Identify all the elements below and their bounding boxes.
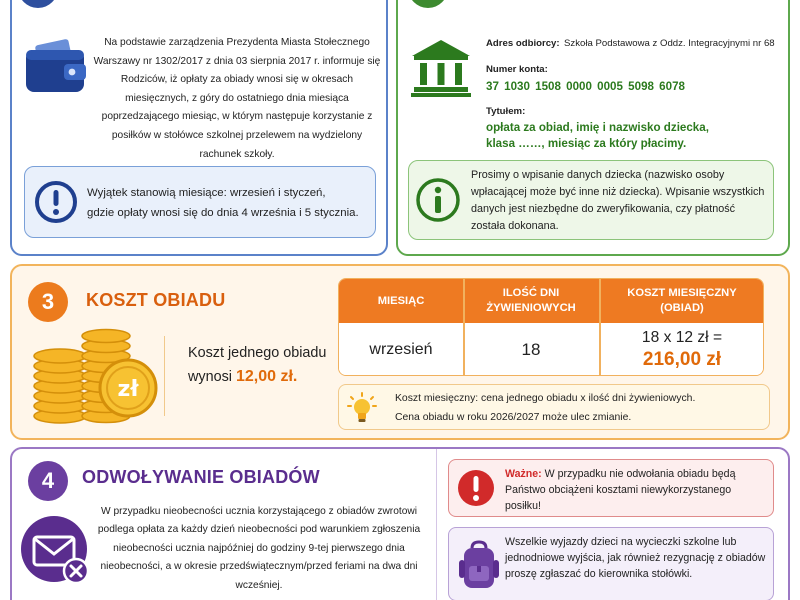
section-title [454,0,646,2]
column-separator [463,279,465,376]
divider [164,336,165,416]
title-line-1: opłata za obiad, imię i nazwisko dziecka, [486,121,709,134]
table-header-days: ILOŚĆ DNI ŻYWIENIOWYCH [463,279,599,323]
bank-icon [410,36,472,98]
account-label: Numer konta: [486,64,548,75]
cancellation-paragraph: W przypadku nieobecności ucznia korzystającego z obiadów zwrotowi podlega opłata za każdy dzień nieobecności pod warunkiem zgłoszenia nieobecności ucznia najpóźniej do godziny 9-tej pierwszego dnia nieobecności, a w okresie przedświątecznym/przed feriami na dwa dni wcześniej. [97,506,421,591]
info-text: Prosimy o wpisanie danych dziecka (nazwisko osoby wpłacającej może być inne niż dziecka). Wpisanie wszystkich danych jest niezbędne do zweryfikowania, czy płatność została dokonana. [471,169,765,232]
section-number-badge: 3 [28,282,68,322]
warning-icon [457,469,495,507]
cost-note-line-1: Koszt miesięczny: cena jednego obiadu x ilość dni żywieniowych. [395,393,696,404]
section-number-badge [18,0,58,8]
meal-cost-line-1: Koszt jednego obiadu [188,345,327,361]
monthly-cost-calc: 18 x 12 zł = [641,329,723,346]
trips-box [448,527,774,600]
section-title: KOSZT OBIADU [86,290,226,310]
mail-cancel-icon [20,513,92,587]
exception-line-2: gdzie opłaty wnosi się do dnia 4 września i 5 stycznia. [87,207,359,219]
exception-box [24,166,376,238]
trips-text: Wszelkie wyjazdy dzieci na wycieczki szkolne lub jednodniowe wyjścia, jak również rezygnację z obiadów proszę zgłaszać do kierownika stołówki. [505,536,766,580]
warning-box [448,459,774,517]
coins-icon [30,324,158,424]
section-przelew [396,0,790,256]
warning-label: Ważne: [505,468,542,480]
table-header-month: MIESIĄC [339,279,463,323]
table-cell-days: 18 [463,323,599,376]
account-number: 37 1030 1508 0000 0005 5098 6078 [486,80,685,93]
table-cell-month: wrzesień [339,323,463,376]
meal-cost-value: 12,00 zł. [236,368,298,385]
section-koszt [10,264,790,440]
exception-line-1: Wyjątek stanowią miesiące: wrzesień i styczeń, [87,187,326,199]
section-platnosci [10,0,388,256]
section-title: ODWOŁYWANIE OBIADÓW [82,467,320,487]
backpack-icon [459,540,499,590]
cost-note-line-2: Cena obiadu w roku 2026/2027 może ulec zmianie. [395,412,632,423]
divider [436,449,437,600]
exception-text [87,183,367,223]
cost-note-box [338,384,770,430]
cost-table [338,278,764,376]
warning-message: W przypadku nie odwołania obiadu będą Państwo obciążeni kosztami niewykorzystanego posiłku! [505,468,736,512]
lightbulb-icon [347,392,377,424]
meal-cost-text [188,342,338,389]
table-header-monthly-cost: KOSZT MIESIĘCZNY (OBIAD) [599,279,764,323]
section-number-badge: 4 [28,461,68,501]
cost-note-text [395,389,767,427]
title-label: Tytułem: [486,106,526,117]
meal-cost-line-2: wynosi [188,369,232,385]
payment-paragraph: Na podstawie zarządzenia Prezydenta Miasta Stołecznego Warszawy nr 1302/2017 z dnia 03 sierpnia 2017 r. informuje się Rodziców, iż opłaty za obiady wnosi się w okresach miesięcznych, z góry do ostatniego dnia miesiąca poprzedzającego miesiąc, w którym następuje korzystanie z posiłków w stołówce szkolnej przelewem na wydzielony rachunek szkoły. [93,37,381,160]
section-title [72,0,282,2]
recipient-label: Adres odbiorcy: [486,38,560,49]
monthly-cost-total: 216,00 zł [642,349,722,370]
warning-text [505,466,769,514]
title-line-2: klasa ……, miesiąc za który płacimy. [486,137,687,150]
section-odwolywanie [10,447,790,600]
info-box [408,160,774,240]
section-number-badge [408,0,448,8]
exclamation-icon [35,181,77,223]
table-cell-monthly-cost [599,323,764,376]
wallet-icon [24,38,88,94]
column-separator [599,279,601,376]
info-icon [415,177,461,223]
svg-text:zł: zł [117,377,139,402]
recipient-value: Szkoła Podstawowa z Oddz. Integracyjnymi nr 68 [564,38,775,49]
